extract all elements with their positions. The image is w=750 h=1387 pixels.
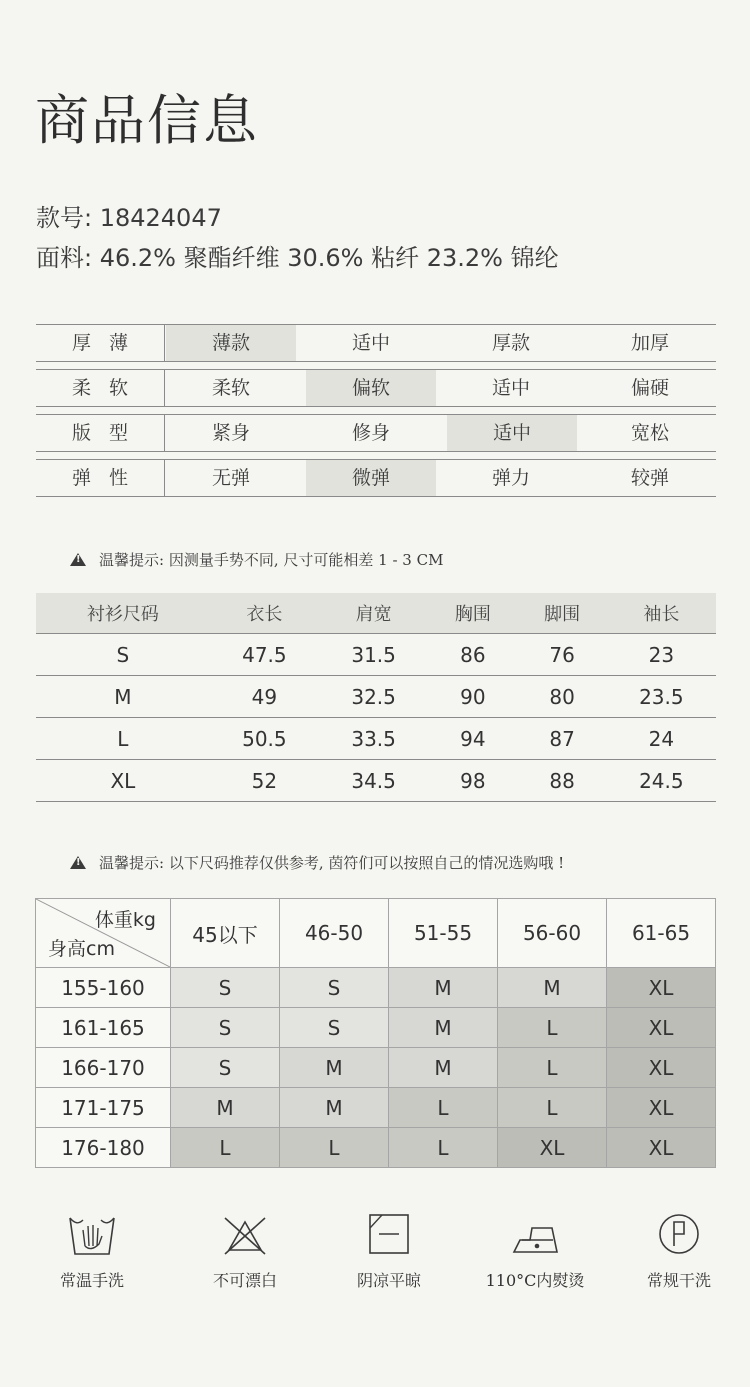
recommend-cell: XL bbox=[498, 1128, 607, 1168]
recommend-cell: S bbox=[280, 968, 389, 1008]
size-recommendation-grid bbox=[35, 898, 716, 1168]
table-cell: 34.5 bbox=[319, 760, 428, 802]
recommend-cell: S bbox=[280, 1008, 389, 1048]
attr-option-selected: 偏软 bbox=[306, 370, 436, 406]
page-title: 商品信息 bbox=[35, 89, 259, 152]
size-chart-col-header: 衬衫尺码 bbox=[36, 593, 210, 634]
height-axis-label: 身高cm bbox=[48, 938, 115, 960]
height-row-header: 176-180 bbox=[36, 1128, 171, 1168]
recommend-cell: M bbox=[389, 1048, 498, 1088]
table-row bbox=[36, 760, 716, 802]
height-row-header: 161-165 bbox=[36, 1008, 171, 1048]
table-cell: 31.5 bbox=[319, 634, 428, 676]
recommend-cell: M bbox=[389, 968, 498, 1008]
attr-option-selected: 适中 bbox=[447, 415, 577, 451]
attr-row-softness bbox=[36, 369, 716, 407]
recommend-cell: L bbox=[498, 1088, 607, 1128]
care-label: 常温手洗 bbox=[59, 1271, 124, 1290]
recommend-tip-text: 温馨提示: 以下尺码推荐仅供参考, 茵符们可以按照自己的情况选购哦 ! bbox=[99, 854, 565, 872]
attr-option: 紧身 bbox=[211, 422, 250, 444]
shade-dry-icon bbox=[364, 1210, 414, 1258]
recommend-cell: L bbox=[389, 1128, 498, 1168]
attr-option: 偏硬 bbox=[630, 377, 669, 399]
table-cell: 32.5 bbox=[319, 676, 428, 718]
table-cell: 90 bbox=[428, 676, 517, 718]
table-cell: 23 bbox=[607, 634, 716, 676]
recommend-header-row bbox=[36, 899, 716, 968]
attr-option: 无弹 bbox=[211, 467, 250, 489]
recommend-cell: XL bbox=[607, 1088, 716, 1128]
table-row bbox=[36, 634, 716, 676]
height-row-header: 166-170 bbox=[36, 1048, 171, 1088]
care-item-no-bleach bbox=[175, 1210, 315, 1291]
table-cell: S bbox=[36, 634, 210, 676]
care-item-iron bbox=[465, 1210, 605, 1291]
iron-icon bbox=[510, 1210, 560, 1258]
recommend-corner-cell bbox=[36, 899, 171, 968]
table-cell: 33.5 bbox=[319, 718, 428, 760]
recommend-cell: XL bbox=[607, 1048, 716, 1088]
table-row bbox=[36, 1008, 716, 1048]
size-chart-col-header: 衣长 bbox=[210, 593, 319, 634]
measurement-tip bbox=[70, 549, 443, 570]
attr-option: 柔软 bbox=[211, 377, 250, 399]
table-cell: M bbox=[36, 676, 210, 718]
attr-label: 版型 bbox=[36, 415, 165, 451]
size-chart-col-header: 胸围 bbox=[428, 593, 517, 634]
recommend-cell: L bbox=[171, 1128, 280, 1168]
attr-option: 较弹 bbox=[630, 467, 669, 489]
warning-icon bbox=[70, 553, 86, 566]
table-cell: 86 bbox=[428, 634, 517, 676]
attr-option: 适中 bbox=[491, 377, 530, 399]
table-cell: 47.5 bbox=[210, 634, 319, 676]
table-row bbox=[36, 1088, 716, 1128]
care-label: 阴凉平晾 bbox=[356, 1271, 421, 1290]
fabric-attribute-table bbox=[36, 324, 716, 504]
height-row-header: 171-175 bbox=[36, 1088, 171, 1128]
care-label: 常规干洗 bbox=[646, 1271, 711, 1290]
attr-label: 柔软 bbox=[36, 370, 165, 406]
attr-option: 适中 bbox=[351, 332, 390, 354]
table-cell: 23.5 bbox=[607, 676, 716, 718]
size-chart-col-header: 脚围 bbox=[517, 593, 606, 634]
height-row-header: 155-160 bbox=[36, 968, 171, 1008]
table-row bbox=[36, 1048, 716, 1088]
weight-col-header: 46-50 bbox=[280, 899, 389, 968]
table-cell: 24.5 bbox=[607, 760, 716, 802]
recommend-cell: L bbox=[389, 1088, 498, 1128]
dry-clean-icon bbox=[654, 1210, 704, 1258]
attr-option: 加厚 bbox=[630, 332, 669, 354]
style-number: 款号: 18424047 bbox=[36, 204, 222, 232]
size-chart bbox=[36, 593, 716, 802]
table-cell: 80 bbox=[517, 676, 606, 718]
warning-icon bbox=[70, 856, 86, 869]
table-cell: L bbox=[36, 718, 210, 760]
recommend-cell: L bbox=[280, 1128, 389, 1168]
size-chart-header bbox=[36, 593, 716, 634]
table-cell: 24 bbox=[607, 718, 716, 760]
table-row bbox=[36, 968, 716, 1008]
recommend-cell: XL bbox=[607, 1128, 716, 1168]
measurement-tip-text: 温馨提示: 因测量手势不同, 尺寸可能相差 1 - 3 CM bbox=[99, 551, 444, 569]
weight-col-header: 61-65 bbox=[607, 899, 716, 968]
recommend-cell: M bbox=[171, 1088, 280, 1128]
attr-option-selected: 微弹 bbox=[306, 460, 436, 496]
table-cell: 52 bbox=[210, 760, 319, 802]
table-cell: XL bbox=[36, 760, 210, 802]
table-cell: 50.5 bbox=[210, 718, 319, 760]
attr-option: 宽松 bbox=[630, 422, 669, 444]
weight-col-header: 51-55 bbox=[389, 899, 498, 968]
recommend-cell: M bbox=[280, 1088, 389, 1128]
recommend-cell: M bbox=[389, 1008, 498, 1048]
attr-row-fit bbox=[36, 414, 716, 452]
no-bleach-icon bbox=[220, 1210, 270, 1258]
weight-axis-label: 体重kg bbox=[94, 909, 156, 931]
care-label: 110°C内熨烫 bbox=[485, 1271, 585, 1290]
table-cell: 98 bbox=[428, 760, 517, 802]
size-chart-col-header: 肩宽 bbox=[319, 593, 428, 634]
table-cell: 88 bbox=[517, 760, 606, 802]
table-row bbox=[36, 718, 716, 760]
attr-row-thickness bbox=[36, 324, 716, 362]
recommend-cell: XL bbox=[607, 1008, 716, 1048]
table-row bbox=[36, 676, 716, 718]
recommend-cell: S bbox=[171, 1008, 280, 1048]
hand-wash-icon bbox=[67, 1210, 117, 1258]
attr-label: 厚薄 bbox=[36, 325, 165, 361]
attr-row-elasticity bbox=[36, 459, 716, 497]
recommend-cell: S bbox=[171, 968, 280, 1008]
recommend-tip bbox=[70, 852, 564, 873]
attr-option: 弹力 bbox=[491, 467, 530, 489]
table-cell: 76 bbox=[517, 634, 606, 676]
size-chart-col-header: 袖长 bbox=[607, 593, 716, 634]
recommend-cell: L bbox=[498, 1008, 607, 1048]
weight-col-header: 45以下 bbox=[171, 899, 280, 968]
attr-label: 弹性 bbox=[36, 460, 165, 496]
table-row bbox=[36, 1128, 716, 1168]
table-cell: 87 bbox=[517, 718, 606, 760]
recommend-cell: L bbox=[498, 1048, 607, 1088]
recommend-cell: XL bbox=[607, 968, 716, 1008]
fabric-composition: 面料: 46.2% 聚酯纤维 30.6% 粘纤 23.2% 锦纶 bbox=[36, 244, 559, 272]
weight-col-header: 56-60 bbox=[498, 899, 607, 968]
attr-option: 厚款 bbox=[491, 332, 530, 354]
care-item-shade-dry bbox=[319, 1210, 459, 1291]
care-item-hand-wash bbox=[22, 1210, 162, 1291]
care-item-dry-clean bbox=[609, 1210, 749, 1291]
attr-option: 修身 bbox=[351, 422, 390, 444]
attr-option-selected: 薄款 bbox=[166, 325, 296, 361]
table-cell: 49 bbox=[210, 676, 319, 718]
recommend-cell: M bbox=[280, 1048, 389, 1088]
care-label: 不可漂白 bbox=[212, 1271, 277, 1290]
recommend-cell: S bbox=[171, 1048, 280, 1088]
recommend-cell: M bbox=[498, 968, 607, 1008]
table-cell: 94 bbox=[428, 718, 517, 760]
